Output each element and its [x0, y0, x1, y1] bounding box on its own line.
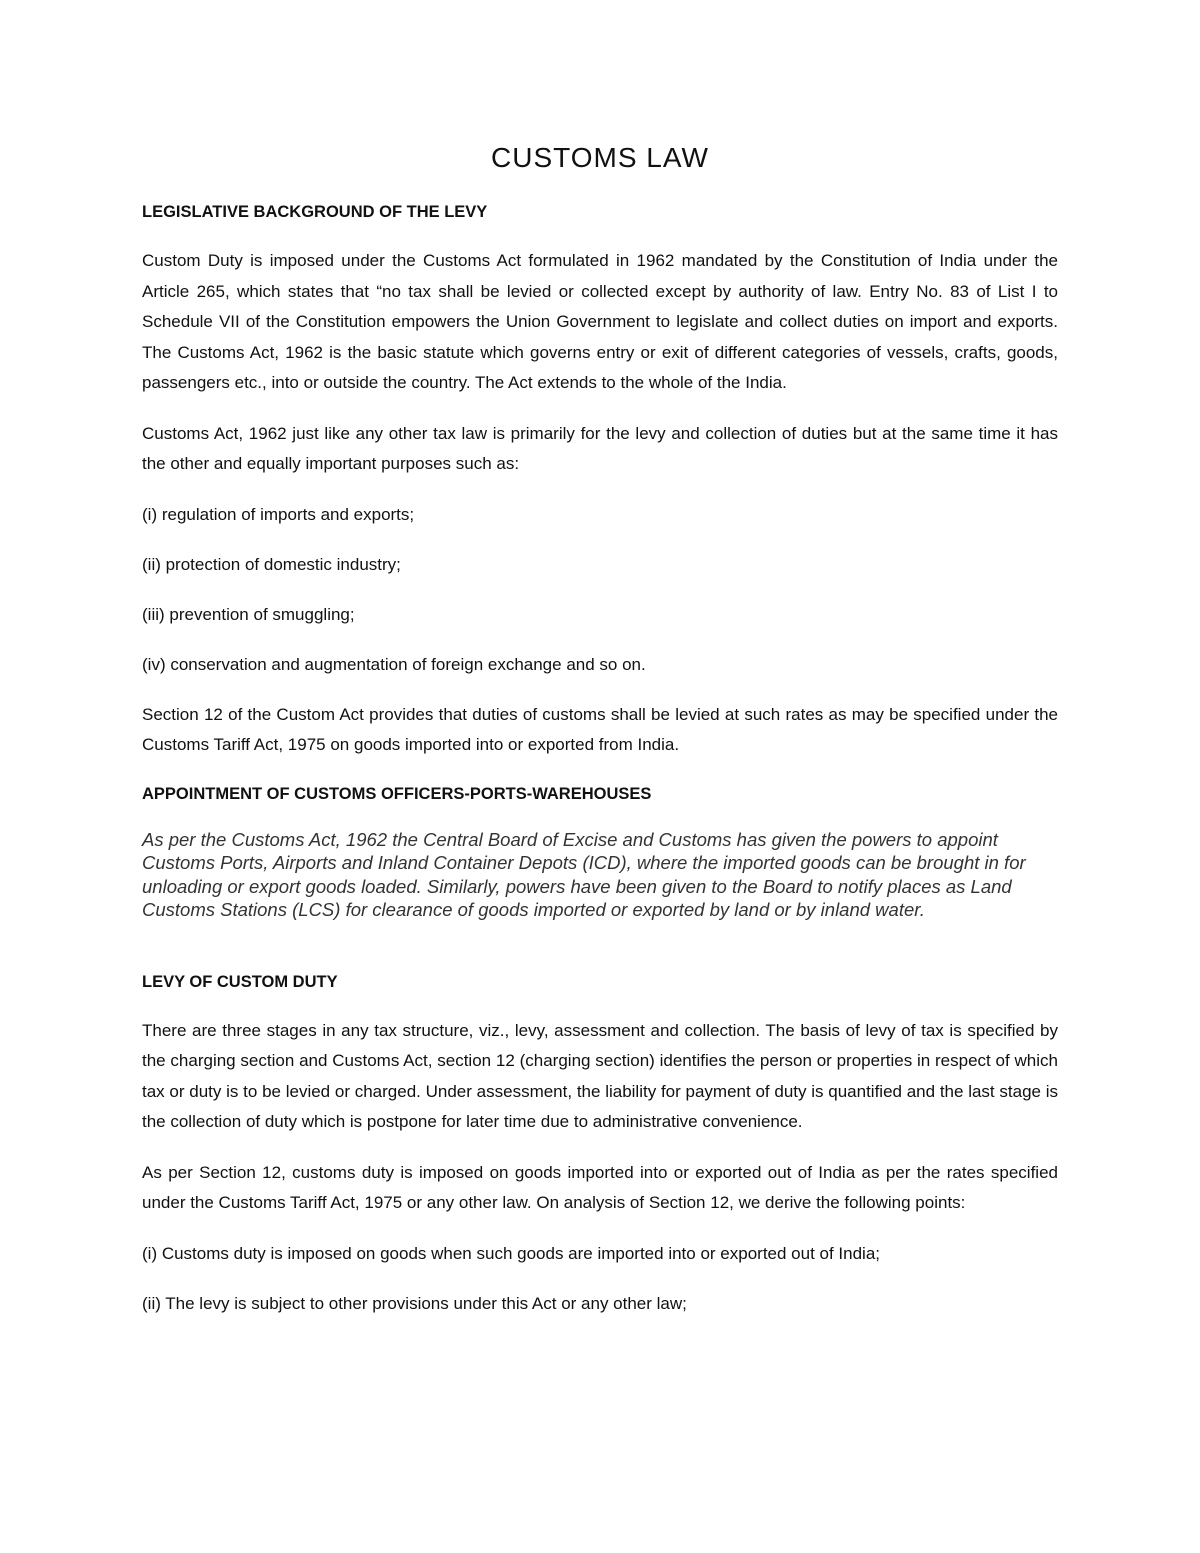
section-heading-levy-of-custom-duty: LEVY OF CUSTOM DUTY	[142, 972, 338, 991]
document-title: CUSTOMS LAW	[491, 142, 709, 173]
purpose-item: (ii) protection of domestic industry;	[142, 554, 401, 574]
purpose-item: (iv) conservation and augmentation of foreign exchange and so on.	[142, 654, 646, 674]
paragraph-customs-act-purposes: Customs Act, 1962 just like any other tax law is primarily for the levy and collection of duties but at the same time it has the other and equally important purposes such as:	[142, 423, 1058, 473]
paragraph-section-12: Section 12 of the Custom Act provides that duties of customs shall be levied at such rates as may be specified under the Customs Tariff Act, 1975 on goods imported into or exported from India.	[142, 704, 1058, 754]
paragraph-custom-duty-intro: Custom Duty is imposed under the Customs Act formulated in 1962 mandated by the Constitution of India under the Article 265, which states that “no tax shall be levied or collected except by authority of law. Entry No. 83 of List I to Schedule VII of the Constitution empowers the Union Government to legislate and collect duties on import and exports. The Customs Act, 1962 is the basic statute which governs entry or exit of different categories of vessels, crafts, goods, passengers etc., into or outside the country. The Act extends to the whole of the India.	[142, 251, 1058, 392]
paragraph-three-stages: There are three stages in any tax structure, viz., levy, assessment and collection. The basis of levy of tax is specified by the charging section and Customs Act, section 12 (charging section) identifies the person or properties in respect of which tax or duty is to be levied or charged. Under assessment, the liability for payment of duty is quantified and the last stage is the collection of duty which is postpone for later time due to administrative convenience.	[142, 1020, 1058, 1131]
paragraph-section-12-analysis: As per Section 12, customs duty is imposed on goods imported into or exported out of India as per the rates specified under the Customs Tariff Act, 1975 or any other law. On analysis of Section 12, we derive the following points:	[142, 1162, 1058, 1212]
purpose-item: (iii) prevention of smuggling;	[142, 604, 355, 624]
paragraph-appointment-italic: As per the Customs Act, 1962 the Central Board of Excise and Customs has given the powers to appoint Customs Ports, Airports and Inland Container Depots (ICD), where the imported goods can be brought in for unloading or export goods loaded. Similarly, powers have been given to the Board to notify places as Land Customs Stations (LCS) for clearance of goods imported or exported by land or by inland water.	[142, 828, 1026, 920]
section-heading-legislative-background: LEGISLATIVE BACKGROUND OF THE LEVY	[142, 203, 488, 221]
point-item: (i) Customs duty is imposed on goods when such goods are imported into or exported out of India;	[142, 1243, 881, 1263]
section-heading-appointment-of-officers: APPOINTMENT OF CUSTOMS OFFICERS-PORTS-WAREHOUSES	[142, 784, 652, 803]
purpose-item: (i) regulation of imports and exports;	[142, 504, 415, 524]
document-body	[142, 138, 1058, 1339]
point-item: (ii) The levy is subject to other provisions under this Act or any other law;	[142, 1293, 687, 1313]
